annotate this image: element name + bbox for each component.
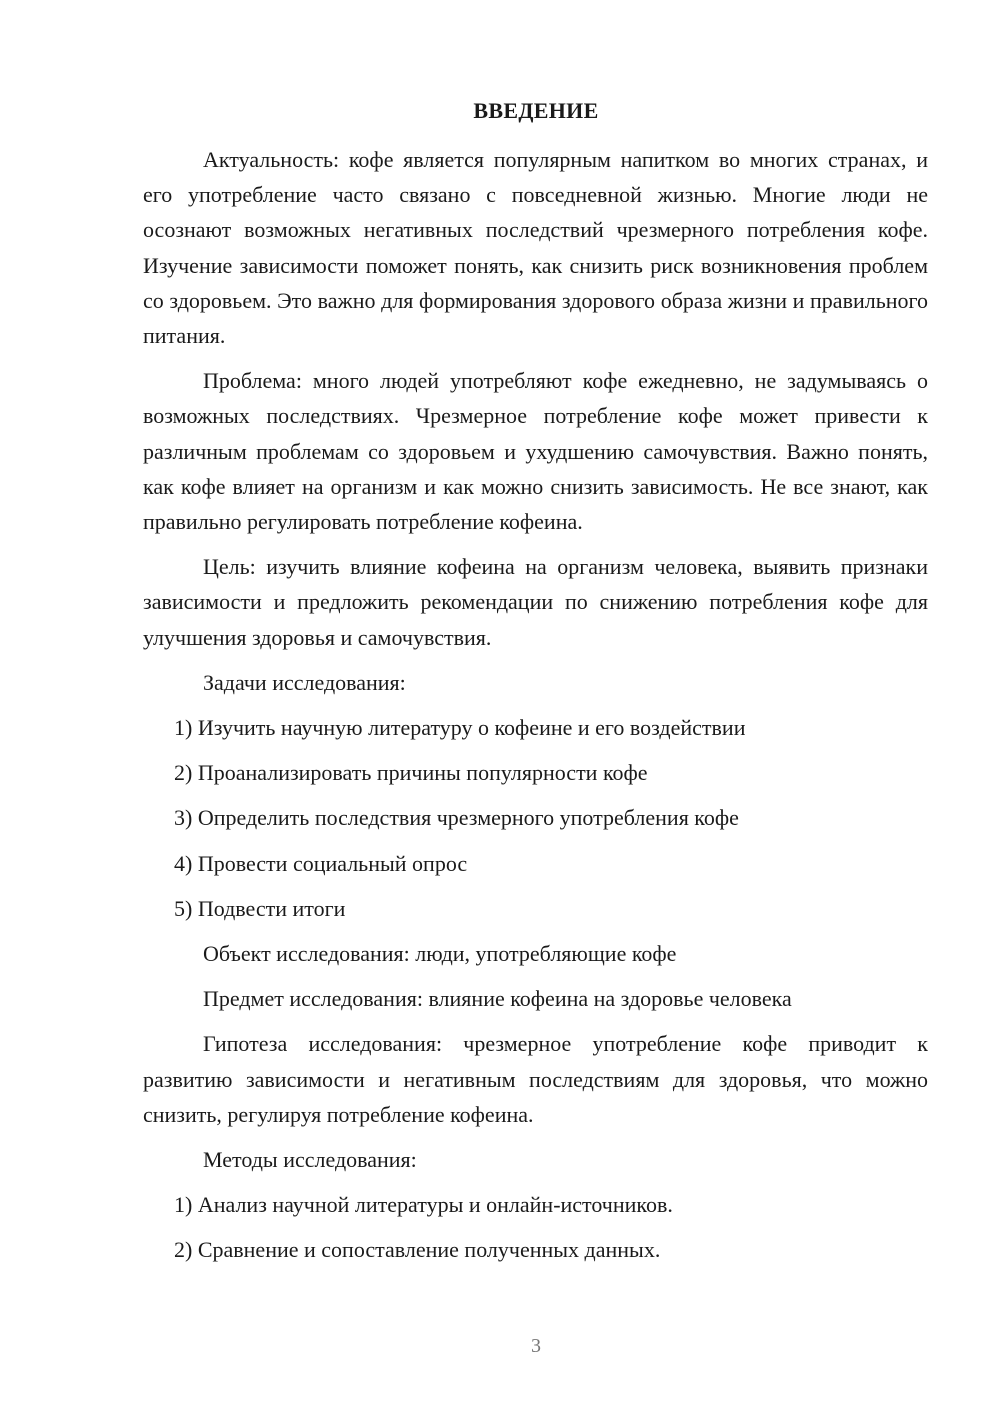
task-item: 1) Изучить научную литературу о кофеине и его воздействии xyxy=(174,715,746,741)
hypothesis-paragraph: Гипотеза исследования: чрезмерное употребление кофе приводит к развитию зависимости и негативным последствиям для здоровья, что можно снизить, регулируя потребление кофеина. xyxy=(143,1031,928,1127)
task-item: 5) Подвести итоги xyxy=(174,895,346,921)
method-item: 1) Анализ научной литературы и онлайн-источников. xyxy=(174,1192,673,1218)
relevance-paragraph: Актуальность: кофе является популярным напитком во многих странах, и его употребление часто связано с повседневной жизнью. Многие люди не осознают возможных негативных последствий чрезмерного потребления кофе. Изучение зависимости поможет понять, как снизить риск возникновения проблем со здоровьем. Это важно для формирования здорового образа жизни и правильного питания. xyxy=(143,147,928,349)
methods-heading: Методы исследования: xyxy=(203,1147,417,1173)
tasks-heading: Задачи исследования: xyxy=(203,669,406,695)
task-item: 4) Провести социальный опрос xyxy=(174,850,468,876)
page-title: ВВЕДЕНИЕ xyxy=(473,98,599,123)
problem-paragraph: Проблема: много людей употребляют кофе ежедневно, не задумываясь о возможных последствиях. Чрезмерное потребление кофе может привести к различным проблемам со здоровьем и ухудшению самочувствия. Важно понять, как кофе влияет на организм и как можно снизить зависимость. Не все знают, как правильно регулировать потребление кофеина. xyxy=(143,368,928,535)
goal-paragraph: Цель: изучить влияние кофеина на организм человека, выявить признаки зависимости и предложить рекомендации по снижению потребления кофе для улучшения здоровья и самочувствия. xyxy=(143,554,928,650)
page-number: 3 xyxy=(531,1335,541,1357)
research-subject: Предмет исследования: влияние кофеина на здоровье человека xyxy=(203,986,792,1012)
task-item: 3) Определить последствия чрезмерного употребления кофе xyxy=(174,805,739,831)
method-item: 2) Сравнение и сопоставление полученных данных. xyxy=(174,1237,661,1263)
task-item: 2) Проанализировать причины популярности кофе xyxy=(174,760,648,786)
research-object: Объект исследования: люди, употребляющие кофе xyxy=(203,941,677,967)
document-body xyxy=(143,142,928,1268)
